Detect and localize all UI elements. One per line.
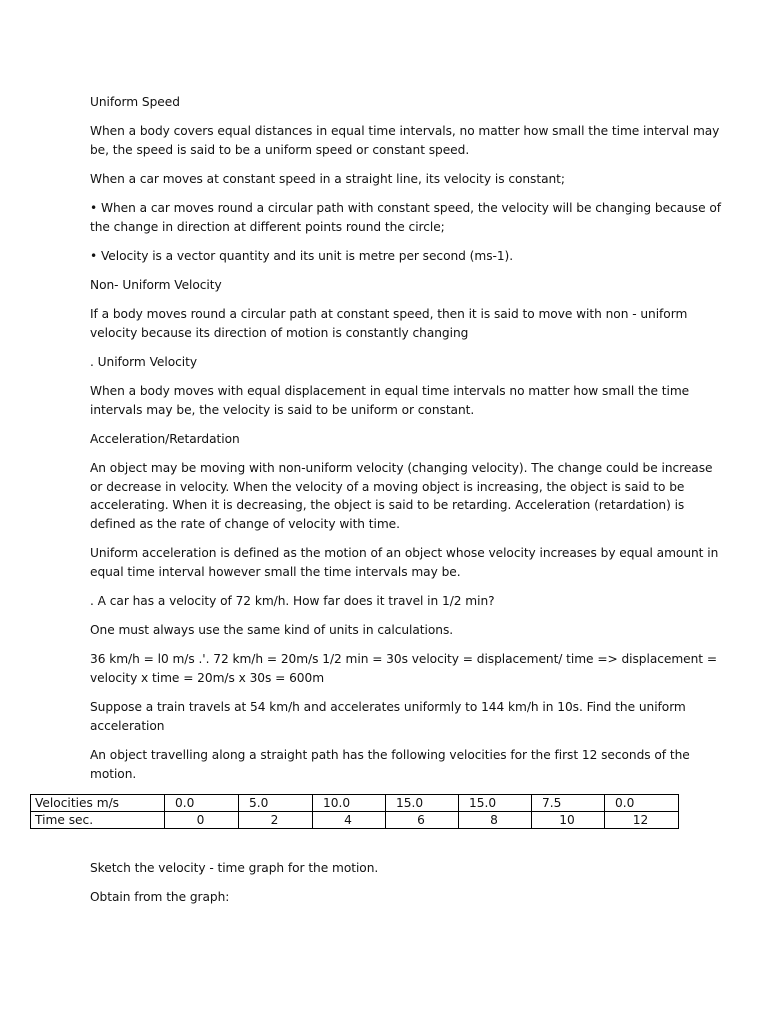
table-cell: 0.0 [605, 795, 679, 812]
velocity-time-table [30, 794, 679, 829]
paragraph-non-uniform-velocity: If a body moves round a circular path at constant speed, then it is said to move with non - uniform velocity because its direction of motion is constantly changing [90, 307, 688, 340]
table-cell: 7.5 [532, 795, 605, 812]
paragraph-table-intro: An object travelling along a straight path has the following velocities for the first 12 seconds of the motion. [90, 748, 690, 781]
paragraph-uniform-acceleration: Uniform acceleration is defined as the motion of an object whose velocity increases by equal amount in equal time interval however small the time intervals may be. [90, 546, 719, 579]
paragraph-units-note: One must always use the same kind of units in calculations. [90, 623, 454, 637]
heading-uniform-velocity: . Uniform Velocity [90, 355, 197, 369]
instruction-obtain-from-graph: Obtain from the graph: [90, 890, 230, 904]
question-train-acceleration: Suppose a train travels at 54 km/h and accelerates uniformly to 144 km/h in 10s. Find the uniform acceleration [90, 700, 686, 733]
table-cell: 10.0 [313, 795, 386, 812]
table-cell: 5.0 [239, 795, 313, 812]
heading-uniform-speed: Uniform Speed [90, 95, 180, 109]
table-cell: 4 [313, 812, 386, 829]
table-cell: 12 [605, 812, 679, 829]
table-cell: 0 [165, 812, 239, 829]
table-cell: 15.0 [386, 795, 459, 812]
table-header-time: Time sec. [31, 812, 165, 829]
table-cell: 10 [532, 812, 605, 829]
table-row-velocities [31, 795, 679, 812]
table-cell: 6 [386, 812, 459, 829]
bullet-velocity-vector: • Velocity is a vector quantity and its unit is metre per second (ms-1). [90, 249, 514, 263]
paragraph-acceleration: An object may be moving with non-uniform velocity (changing velocity). The change could be increase or decrease in velocity. When the velocity of a moving object is increasing, the object is said to be accelerating. When it is decreasing, the object is said to be retarding. Acceleration (retardation) is defined as the rate of change of velocity with time. [90, 461, 713, 531]
question-car-velocity: . A car has a velocity of 72 km/h. How far does it travel in 1/2 min? [90, 594, 495, 608]
paragraph-constant-velocity: When a car moves at constant speed in a straight line, its velocity is constant; [90, 172, 565, 186]
paragraph-worked-solution: 36 km/h = l0 m/s .'. 72 km/h = 20m/s 1/2 min = 30s velocity = displacement/ time => displacement = velocity x time = 20m/s x 30s = 600m [90, 652, 718, 685]
table-row-time [31, 812, 679, 829]
table-cell: 0.0 [165, 795, 239, 812]
bullet-circular-path: • When a car moves round a circular path with constant speed, the velocity will be changing because of the change in direction at different points round the circle; [90, 201, 721, 234]
paragraph-uniform-speed-definition: When a body covers equal distances in equal time intervals, no matter how small the time interval may be, the speed is said to be a uniform speed or constant speed. [90, 124, 720, 157]
instruction-sketch-graph: Sketch the velocity - time graph for the motion. [90, 861, 379, 875]
table-header-velocities: Velocities m/s [31, 795, 165, 812]
table-cell: 2 [239, 812, 313, 829]
table-cell: 8 [459, 812, 532, 829]
table-cell: 15.0 [459, 795, 532, 812]
heading-non-uniform-velocity: Non- Uniform Velocity [90, 278, 222, 292]
paragraph-uniform-velocity: When a body moves with equal displacement in equal time intervals no matter how small the time intervals may be, the velocity is said to be uniform or constant. [90, 384, 690, 417]
heading-acceleration: Acceleration/Retardation [90, 432, 240, 446]
